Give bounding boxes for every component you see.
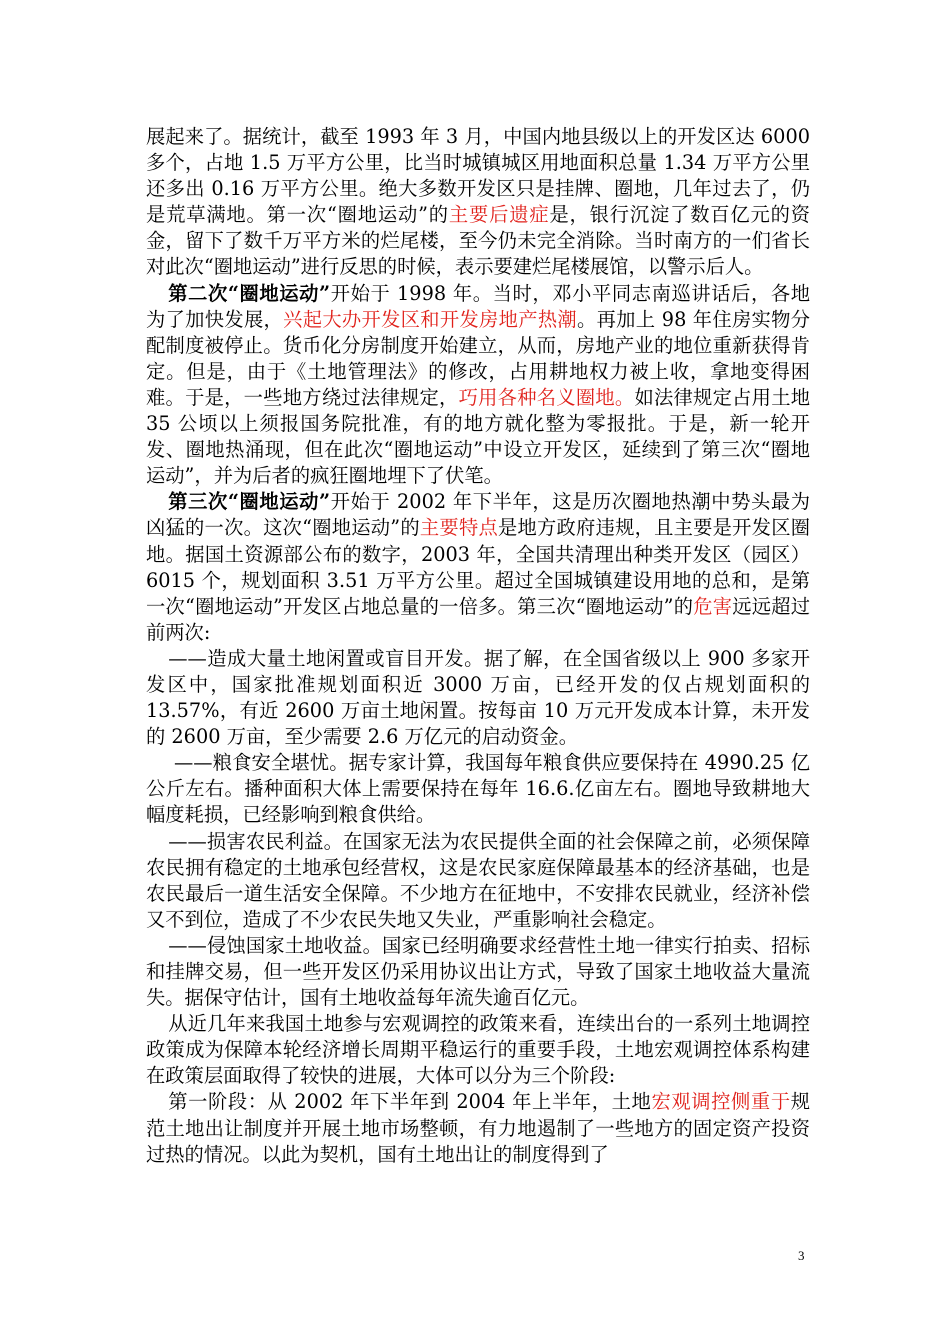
text-run: 开始于 2002 年下半年，这是历次圈地热潮中势头最为凶猛的一次。这次“圈地运动”的 — [146, 490, 810, 540]
text-run: 第一阶段：从 2002 年下半年到 2004 年上半年，土地 — [168, 1090, 652, 1114]
highlight-text: 兴起大办开发区和开发房地产热潮 — [283, 307, 577, 331]
text-run: 是，银行沉淀了数百亿元的资金，留下了数千万平方米的烂尾楼，至今仍未完全消除。当时南方的一们省长对此次“圈地运动”进行反思的时候，表示要建烂尾楼展馆，以警示后人。 — [146, 203, 811, 279]
text-run: 远远超过前两次: — [146, 594, 811, 644]
paragraph-2 — [146, 281, 810, 490]
highlight-text: 主要特点 — [419, 516, 498, 540]
highlight-text: 危害 — [693, 594, 733, 618]
paragraph-4: ——造成大量土地闲置或盲目开发。据了解，在全国省级以上 900 多家开发区中，国家批准规划面积近 3000 万亩，已经开发的仅占规划面积的 13.57%，有近 2600 万亩土地闲置。按每亩 10 万元开发成本计算，未开发的 2600 万亩，至少需要 2.6 万亿元的启动资金。 — [146, 646, 810, 749]
highlight-text: 宏观调控侧重于 — [651, 1090, 791, 1114]
text-run: 展起来了。据统计，截至 1993 年 3 月，中国内地县级以上的开发区达 6000 多个，占地 1.5 万平方公里，比当时城镇城区用地面积总量 1.34 万平方公里还多出 0.16 万平方公里。绝大多数开发区只是挂牌、圈地，几年过去了，仍是荒草满地。第一次“圈地运动”的 — [146, 125, 810, 227]
body-text — [146, 124, 810, 1168]
paragraph-7: ——侵蚀国家土地收益。国家已经明确要求经营性土地一律实行拍卖、招标和挂牌交易，但一些开发区仍采用协议出让方式，导致了国家土地收益大量流失。据保守估计，国有土地收益每年流失逾百亿元。 — [146, 933, 810, 1010]
paragraph-9 — [146, 1089, 810, 1167]
text-run: 是地方政府违规，且主要是开发区圈地。据国土资源部公布的数字，2003 年，全国共清理出种类开发区（园区）6015 个，规划面积 3.51 万平方公里。超过全国城镇建设用地的总和，是第一次“圈地运动”开发区占地总量的一倍多。第三次“圈地运动”的 — [146, 516, 811, 618]
highlight-text: 主要后遗症 — [448, 203, 550, 227]
paragraph-3 — [146, 489, 810, 646]
paragraph-1 — [146, 124, 810, 281]
bold-heading-text: 第二次“圈地运动” — [168, 281, 331, 305]
text-run: 如法律规定占用土地 35 公顷以上须报国务院批准，有的地方就化整为零报批。于是，新一轮开发、圈地热涌现，但在此次“圈地运动”中设立开发区，延续到了第三次“圈地运动”，并为后者的疯狂圈地埋下了伏笔。 — [146, 385, 811, 488]
bold-heading-text: 第三次“圈地运动” — [168, 490, 331, 514]
paragraph-5: ——粮食安全堪忧。据专家计算，我国每年粮食供应要保持在 4990.25 亿公斤左右。播种面积大体上需要保持在每年 16.6.亿亩左右。圈地导致耕地大幅度耗损，已经影响到粮食供给。 — [146, 751, 810, 827]
highlight-text: 巧用各种名义圈地。 — [458, 385, 635, 409]
text-run: 规范土地出让制度并开展土地市场整顿，有力地遏制了一些地方的固定资产投资过热的情况。以此为契机，国有土地出让的制度得到了 — [146, 1090, 811, 1166]
page-number: 3 — [798, 1248, 805, 1263]
paragraph-6: ——损害农民利益。在国家无法为农民提供全面的社会保障之前，必须保障农民拥有稳定的土地承包经营权，这是农民家庭保障最基本的经济基础，也是农民最后一道生活安全保障。不少地方在征地中，不安排农民就业，经济补偿又不到位，造成了不少农民失地又失业，严重影响社会稳定。 — [146, 829, 810, 931]
paragraph-8: 从近几年来我国土地参与宏观调控的政策来看，连续出台的一系列土地调控政策成为保障本轮经济增长周期平稳运行的重要手段，土地宏观调控体系构建在政策层面取得了较快的进展，大体可以分为三个阶段: — [146, 1012, 810, 1088]
text-run: 开始于 1998 年。当时，邓小平同志南巡讲话后，各地为了加快发展， — [146, 281, 810, 331]
text-run: 。再加上 98 年住房实物分配制度被停止。货币化分房制度开始建立，从而，房地产业的地位重新获得肯定。但是，由于《土地管理法》的修改，占用耕地权力被上收，拿地变得困难。于是，一些地方绕过法律规定， — [146, 307, 811, 409]
